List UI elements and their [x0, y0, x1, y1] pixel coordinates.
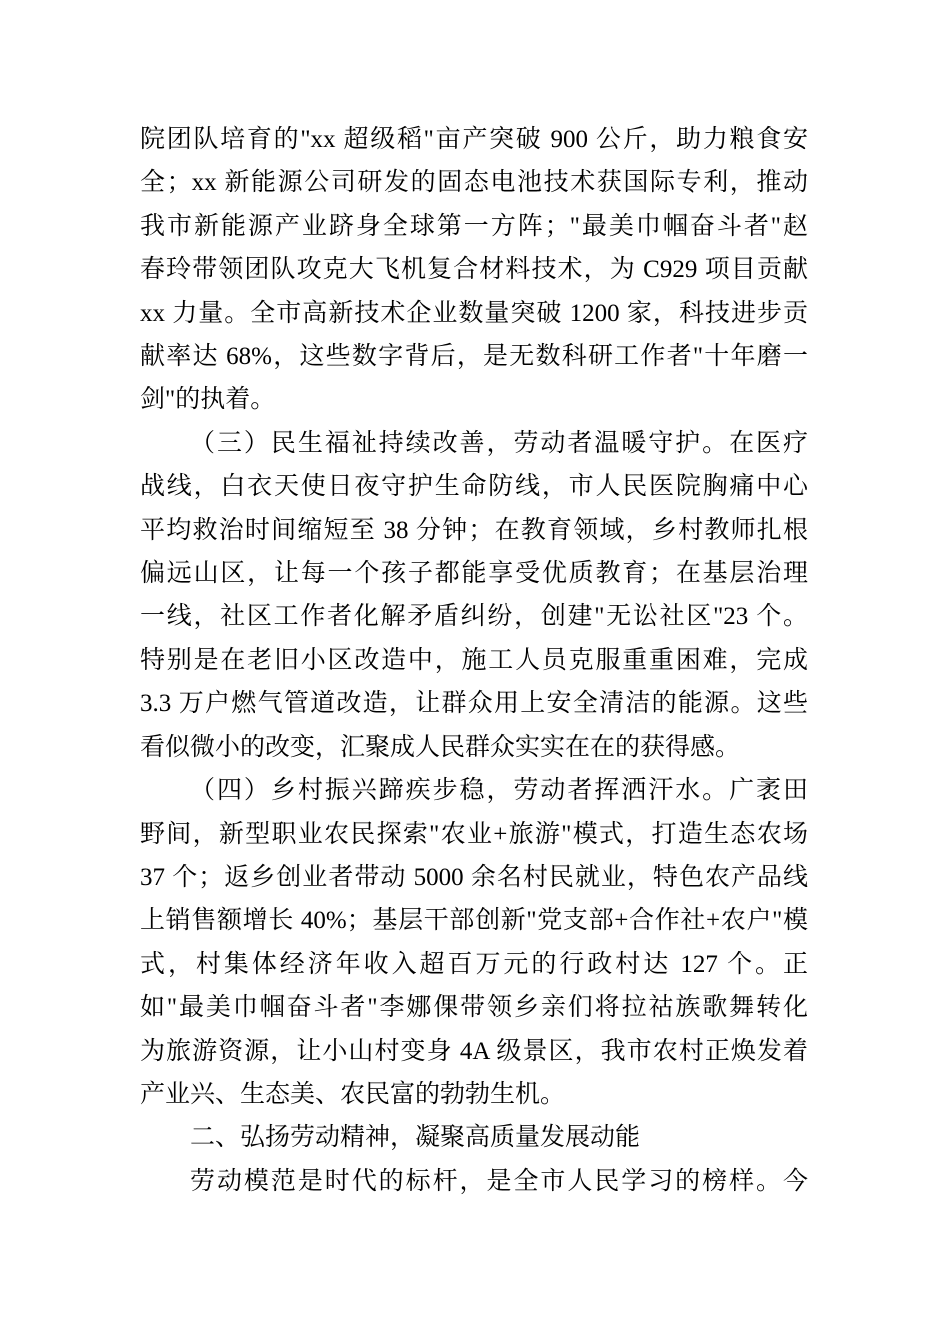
- text-line: 平均救治时间缩短至 38 分钟；在教育领域，乡村教师扎根: [140, 516, 808, 544]
- paragraph-labor-model-intro: [140, 1160, 808, 1203]
- text-line: 剑"的执着。: [140, 386, 276, 414]
- text-line: 上销售额增长 40%；基层干部创新"党支部+合作社+农户"模: [140, 907, 808, 935]
- text-line: 产业兴、生态美、农民富的勃勃生机。: [140, 1080, 566, 1108]
- text-line: 3.3 万户燃气管道改造，让群众用上安全清洁的能源。这些: [140, 690, 808, 718]
- text-line: （四）乡村振兴蹄疾步稳，劳动者挥洒汗水。广袤田: [190, 777, 808, 805]
- text-line: 如"最美巾帼奋斗者"李娜倮带领乡亲们将拉祜族歌舞转化: [140, 994, 808, 1022]
- text-line: 37 个；返乡创业者带动 5000 余名村民就业，特色农产品线: [140, 863, 808, 891]
- text-line: 全；xx 新能源公司研发的固态电池技术获国际专利，推动: [140, 169, 808, 197]
- text-line: 院团队培育的"xx 超级稻"亩产突破 900 公斤，助力粮食安: [140, 126, 808, 153]
- text-line: 特别是在老旧小区改造中，施工人员克服重重困难，完成: [140, 646, 808, 674]
- text-line: 偏远山区，让每一个孩子都能享受优质教育；在基层治理: [140, 560, 808, 588]
- text-line: 看似微小的改变，汇聚成人民群众实实在在的获得感。: [140, 733, 741, 761]
- paragraph-science-achievements: [140, 118, 808, 422]
- text-line: 式，村集体经济年收入超百万元的行政村达 127 个。正: [140, 950, 808, 978]
- text-line: 一线，社区工作者化解矛盾纠纷，创建"无讼社区"23 个。: [140, 603, 808, 631]
- text-line: 野间，新型职业农民探索"农业+旅游"模式，打造生态农场: [140, 820, 808, 848]
- text-line: 为旅游资源，让小山村变身 4A 级景区，我市农村正焕发着: [140, 1037, 808, 1065]
- text-line: （三）民生福祉持续改善，劳动者温暖守护。在医疗: [190, 429, 808, 457]
- text-line: 我市新能源产业跻身全球第一方阵；"最美巾帼奋斗者"赵: [140, 212, 808, 240]
- paragraph-section-four-rural: [140, 769, 808, 1116]
- text-line: 献率达 68%，这些数字背后，是无数科研工作者"十年磨一: [140, 343, 808, 371]
- text-line: 战线，白衣天使日夜守护生命防线，市人民医院胸痛中心: [140, 473, 808, 501]
- section-heading-two: [140, 1116, 808, 1159]
- text-line: xx 力量。全市高新技术企业数量突破 1200 家，科技进步贡: [140, 299, 808, 327]
- text-line: 春玲带领团队攻克大飞机复合材料技术，为 C929 项目贡献: [140, 256, 808, 284]
- section-heading-text: 二、弘扬劳动精神，凝聚高质量发展动能: [190, 1124, 641, 1152]
- text-line: 劳动模范是时代的标杆，是全市人民学习的榜样。今: [190, 1167, 808, 1195]
- paragraph-section-three-livelihood: [140, 422, 808, 769]
